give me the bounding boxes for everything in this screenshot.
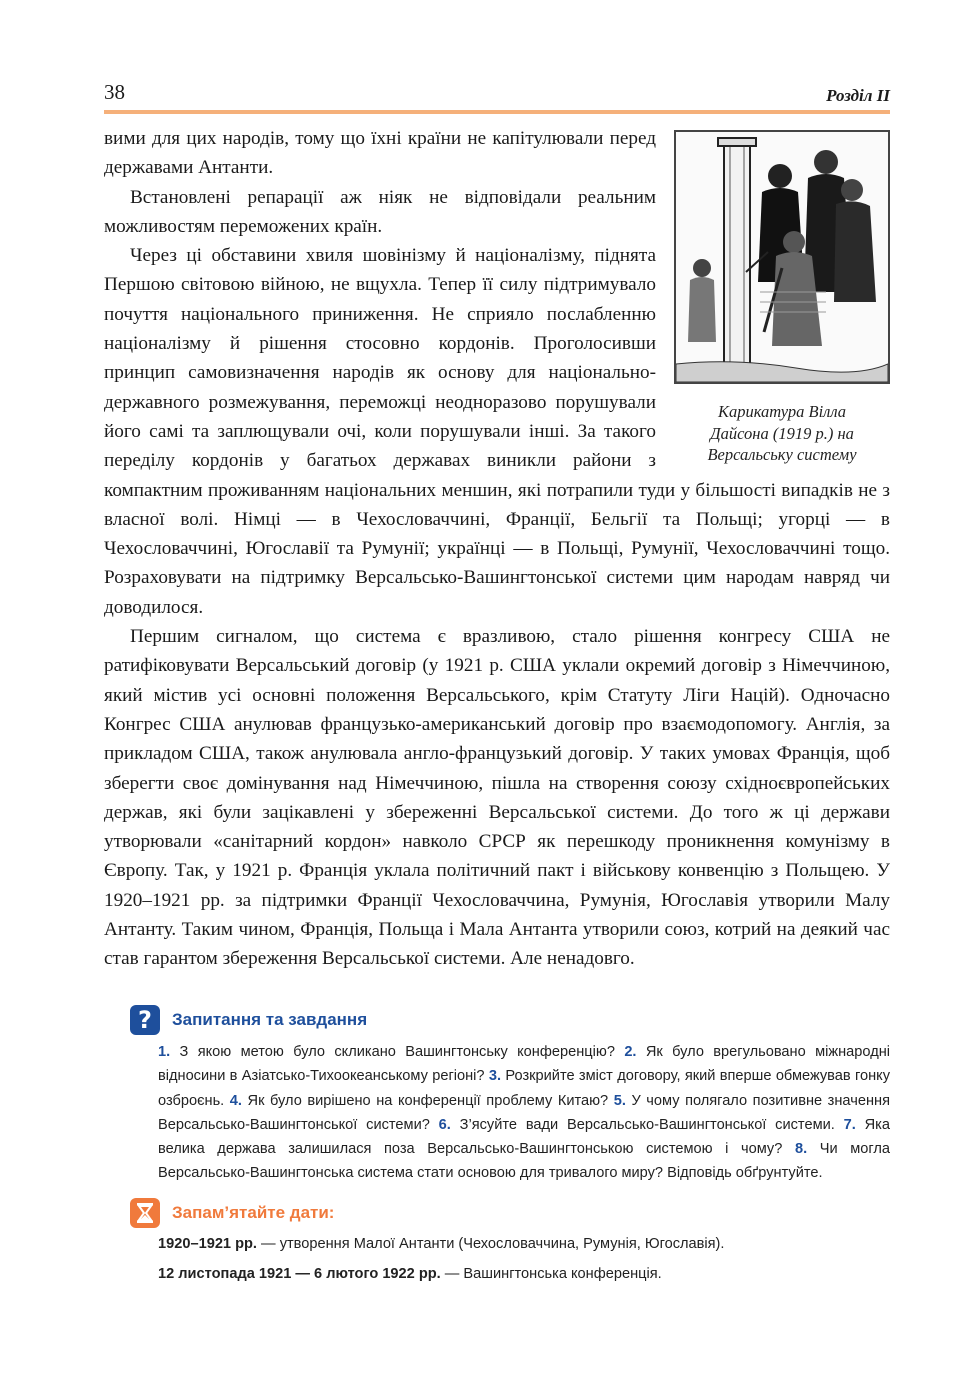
caption-line: Карикатура Вілла	[717, 402, 846, 421]
question-number: 6.	[438, 1116, 451, 1133]
date-entry-text: — Вашингтонська конференція.	[440, 1266, 662, 1282]
question-number: 8.	[794, 1141, 808, 1158]
cartoon-figure	[674, 130, 890, 466]
question-text: З якою метою було скликано Вашингтонську конференцію?	[170, 1044, 625, 1060]
page-number: 38	[104, 80, 125, 104]
question-text: Як було вирішено на конференції проблему Китаю?	[241, 1092, 614, 1109]
date-entry-text: — утворення Малої Антанти (Чехословаччина, Румунія, Югославія).	[257, 1236, 725, 1252]
question-number: 5.	[613, 1092, 626, 1109]
cartoon-image	[674, 130, 890, 384]
date-entry-2	[158, 1266, 898, 1282]
body-text	[104, 124, 890, 974]
questions-title: Запитання та завдання	[172, 1010, 368, 1029]
figure-caption	[674, 401, 890, 466]
paragraph-1: вими для цих народів, тому що їхні країни не капітулювали перед державами Антанти.	[104, 128, 656, 179]
hourglass-icon	[130, 1198, 160, 1228]
question-text: Чи могла Версальсько-Вашингтонська система стати основою для тривалого миру? Відповідь обґрунтуйте.	[158, 1141, 890, 1182]
question-icon: ?	[130, 1005, 160, 1035]
caption-line: Дайсона (1919 р.) на	[710, 423, 854, 443]
section-title: Розділ II	[826, 86, 890, 105]
question-number: 3.	[488, 1068, 502, 1085]
header-rule	[104, 110, 890, 114]
question-number: 7.	[843, 1116, 856, 1133]
paragraph-4: Першим сигналом, що система є вразливою, стало рішення конгресу США не ратифіковувати Версальський договір (у 1921 р. США уклали окремий договір з Німеччиною, який містив усі основні положення Версальського, крім Статуту Ліги Націй). Одночасно Конгрес США анулював французько-американський договір про взаємодопомогу. Англія, за прикладом США, також анулювала англо-французький договір. У таких умовах Франція, щоб зберегти своє домінування над Німеччиною, пішла на створення союзу східноєвропейських держав, які були зацікавлені у збереженні Версальської системи. До того ж ці держави утворювали «санітарний кордон» навколо СРСР як перешкоду проникнення комунізму в Європу. Так, у 1921 р. Франція уклала політичний пакт і військову конвенцію з Польщею. У 1920–1921 рр. за підтримки Франції Чехословаччина, Румунія, Югославія утворили Малу Антанту. Таким чином, Франція, Польща і Мала Антанта утворили союз, котрий на деякий час став гарантом збереження Версальської системи. Але ненадовго.	[104, 626, 890, 970]
question-text: Як було врегульовано міжнародні відносини в Азіатсько-Тихоокеанському регіоні?	[158, 1044, 891, 1085]
questions-header	[130, 1005, 367, 1035]
caption-line: Версальську систему	[707, 445, 857, 464]
question-number: 1.	[158, 1044, 171, 1060]
paragraph-3: Через ці обставини хвиля шовінізму й націоналізму, піднята Першою світовою війною, не вщухла. Тепер її силу підтримувало почуття національного приниження. Не сприяло послабленню націоналізму й рішення стосовно кордонів. Проголосивши принцип самовизначення народів як основу для національно-державного розмежування, переможці неодноразово порушували його самі та заплющували очі, коли порушували інші. За такого переділу кордонів у багатьох державах виникли райони з компактним проживанням національних меншин, які потрапили туди у більшості випадків не з власної волі. Німці — в Чехословаччині, Франції, Бельгії та Польщі; угорці — в Чехословаччині, Югославії та Румунії; українці — в Польщі, Румунії, Чехословаччині тощо. Розраховувати на підтримку Версальсько-Вашингтонської системи цим народам навряд чи доводилося.	[104, 245, 890, 618]
question-text: З’ясуйте вади Версальсько-Вашингтонської системи.	[450, 1116, 844, 1133]
question-number: 2.	[624, 1044, 637, 1060]
date-entry-1	[158, 1236, 898, 1252]
date-entry-date: 1920–1921 рр.	[158, 1236, 257, 1252]
dates-title: Запам’ятайте дати:	[172, 1203, 335, 1222]
date-entry-date: 12 листопада 1921 — 6 лютого 1922 рр.	[158, 1266, 441, 1282]
dates-header	[130, 1198, 334, 1228]
paragraph-2: Встановлені репарації аж ніяк не відповідали реальним можливостям переможених країн.	[104, 186, 656, 237]
questions-list	[158, 1040, 890, 1186]
question-text: Розкрийте зміст договору, який вперше обмежував гонку озброєнь.	[158, 1068, 890, 1109]
cartoon-drawing	[676, 132, 888, 382]
question-number: 4.	[229, 1092, 242, 1109]
question-text: Яка велика держава залишилася поза Версальсько-Вашингтонською системою і чому?	[158, 1116, 890, 1158]
question-text: У чому полягало позитивне значення Версальсько-Вашингтонської системи?	[158, 1092, 890, 1133]
